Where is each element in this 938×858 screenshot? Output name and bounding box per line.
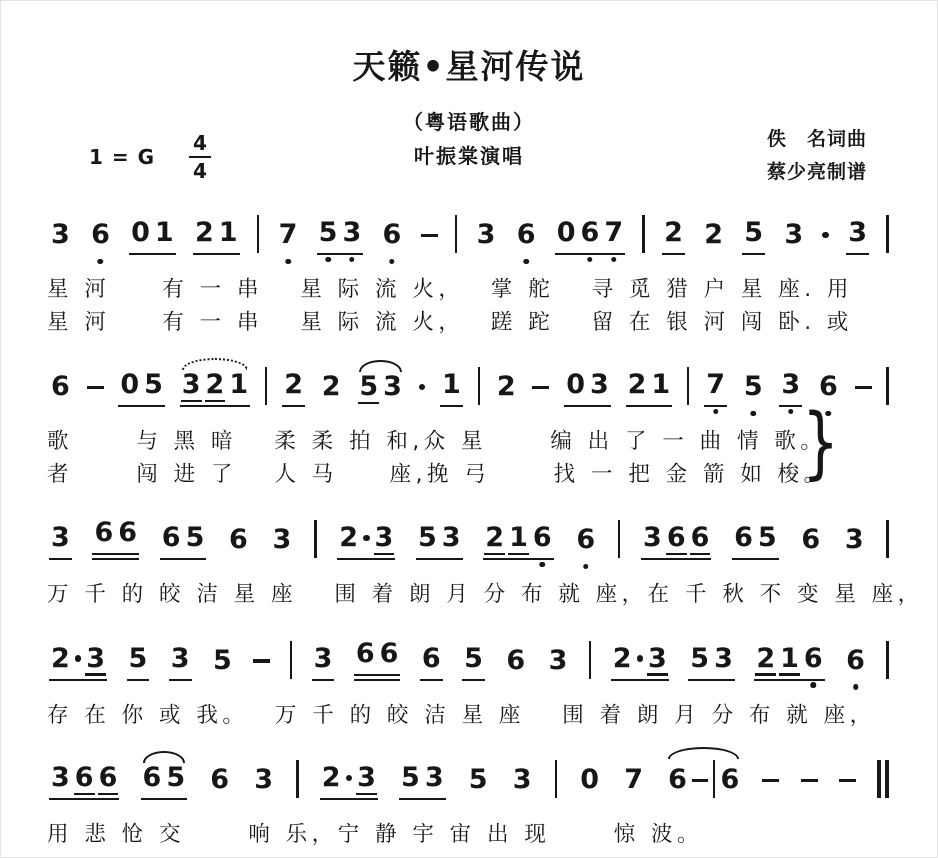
note: 0	[120, 369, 140, 401]
barline	[314, 520, 317, 558]
note: 6	[801, 524, 821, 556]
note: 3	[170, 642, 190, 674]
note-group	[129, 219, 176, 255]
barline	[642, 215, 645, 253]
note: 5	[468, 764, 488, 796]
octave-dot	[325, 257, 331, 263]
note: 2	[485, 522, 505, 554]
note-group	[742, 373, 765, 407]
note-group	[495, 373, 518, 407]
note: 7	[624, 764, 643, 796]
note-group	[702, 221, 725, 255]
note: 5	[213, 644, 232, 676]
note: 6	[383, 221, 402, 248]
note: 6	[142, 762, 162, 794]
note-group	[688, 642, 735, 681]
duration-dash	[801, 779, 818, 783]
note: 6	[668, 764, 687, 796]
note: 5	[359, 371, 379, 403]
note-group	[271, 526, 294, 560]
note-group	[666, 760, 741, 800]
note: 1	[442, 369, 461, 401]
note: 5	[128, 642, 148, 674]
note: 1	[154, 217, 174, 248]
octave-dot	[285, 259, 291, 265]
note-underline	[755, 673, 776, 676]
note: 3	[342, 219, 361, 246]
octave-dot	[587, 257, 593, 263]
note-group	[89, 221, 112, 255]
slur-arc	[668, 747, 739, 759]
octave-dot	[750, 411, 756, 417]
time-signature	[189, 133, 211, 181]
note-group	[574, 526, 597, 560]
note: 3	[313, 642, 333, 674]
note: 6	[118, 517, 138, 549]
note: 6	[91, 221, 110, 248]
note: 6	[210, 764, 230, 796]
note: 3	[476, 219, 496, 250]
notation-line	[47, 351, 891, 425]
notation-line	[47, 503, 891, 578]
note-group	[127, 642, 150, 681]
notation-line	[47, 744, 891, 818]
duration-dash	[692, 779, 708, 783]
note: 3	[51, 522, 70, 554]
note: 3	[784, 219, 804, 250]
note-group	[354, 637, 401, 681]
note: 5	[757, 522, 777, 554]
octave-dot	[523, 259, 529, 265]
note: 5	[417, 522, 437, 554]
note: 3	[844, 524, 864, 556]
note: 6	[98, 762, 118, 794]
note-underline	[374, 553, 395, 556]
note: 3	[374, 522, 394, 554]
note-group	[843, 526, 866, 560]
note-group	[312, 642, 335, 681]
note: 6	[517, 221, 536, 248]
note: 7	[706, 371, 725, 398]
note-underline	[205, 400, 226, 403]
note: 6	[581, 219, 600, 246]
note-group	[317, 219, 364, 255]
note: 2	[51, 642, 70, 674]
barline	[886, 367, 889, 405]
note: 2	[496, 371, 516, 403]
note: 2	[284, 369, 303, 401]
duration-dash	[762, 779, 779, 783]
note: 0	[580, 764, 600, 796]
lyricist-composer-credit: 佚 名词曲	[766, 128, 867, 150]
music-system	[47, 503, 924, 611]
note: 1	[509, 522, 528, 554]
octave-dot	[853, 684, 859, 690]
note-group	[467, 766, 490, 800]
note: 3	[512, 764, 532, 796]
note-group	[320, 373, 343, 407]
note: 3	[781, 371, 800, 398]
note: 3	[51, 762, 70, 794]
note-group	[846, 219, 869, 255]
note-group	[564, 371, 611, 407]
augmentation-dot	[822, 232, 829, 239]
augmentation-dot	[637, 655, 644, 662]
note-group	[799, 526, 822, 560]
lyric-line: 者 闯 进 了 人 马 座,挽 弓 找 一 把 金 箭 如 梭。	[47, 461, 830, 487]
note-group	[742, 219, 765, 255]
final-barline-stroke	[877, 760, 881, 798]
barline	[886, 215, 889, 253]
barline	[290, 641, 293, 679]
note: 0	[566, 369, 586, 401]
note: 3	[548, 644, 568, 676]
note: 6	[576, 526, 595, 553]
note-group	[504, 644, 527, 681]
performer-line: 叶振棠演唱	[414, 144, 524, 168]
music-system	[47, 624, 891, 732]
note: 3	[441, 522, 461, 554]
note: 5	[744, 217, 764, 248]
note: 7	[604, 219, 623, 246]
note-group	[193, 219, 240, 255]
duration-dash	[839, 779, 856, 783]
note-group	[626, 371, 673, 407]
note-group	[420, 642, 443, 681]
note: 6	[666, 522, 686, 554]
note-group	[555, 219, 625, 255]
note: 3	[51, 219, 70, 250]
note-group	[754, 642, 824, 681]
note-underline	[690, 553, 711, 556]
note-group	[211, 644, 234, 681]
note: 6	[846, 647, 865, 674]
note: 6	[421, 642, 441, 674]
song-subtitle: （粤语歌曲）	[403, 110, 535, 134]
transcriber-credit: 蔡少亮制谱	[766, 161, 867, 184]
note-group	[49, 524, 72, 560]
note: 6	[51, 371, 70, 403]
note: 3	[714, 642, 733, 674]
note: 3	[86, 642, 106, 674]
note: 2	[194, 217, 214, 248]
note: 3	[648, 642, 667, 674]
duration-dash	[421, 234, 438, 238]
octave-dot	[540, 562, 546, 568]
note-group	[227, 526, 250, 560]
note: 2	[321, 371, 341, 403]
note: 2	[756, 642, 776, 674]
time-signature-numerator: 4	[189, 133, 211, 158]
note: 5	[401, 762, 420, 794]
key-time-block	[89, 133, 211, 181]
note: 6	[161, 522, 181, 554]
notation-line	[47, 199, 891, 273]
note: 5	[744, 373, 763, 400]
note: 6	[734, 522, 753, 554]
time-signature-denominator: 4	[193, 159, 207, 183]
note: 2	[664, 217, 683, 248]
note-group	[641, 524, 711, 560]
note-group	[511, 766, 534, 800]
barline	[886, 520, 889, 558]
barline	[478, 367, 481, 405]
note-underline	[666, 553, 687, 556]
music-system	[47, 744, 891, 851]
note: 1	[218, 217, 238, 248]
note-group	[483, 524, 553, 560]
note: 6	[804, 645, 823, 672]
note-group	[49, 373, 72, 407]
note: 5	[319, 219, 338, 246]
octave-dot	[713, 409, 719, 415]
note-group	[578, 766, 601, 800]
octave-dot	[611, 257, 617, 263]
note-group	[782, 221, 805, 255]
barline	[886, 641, 889, 679]
note: 6	[229, 524, 248, 556]
note-group	[844, 644, 867, 681]
note-underline	[74, 793, 95, 796]
note-group	[180, 371, 250, 407]
note-group	[475, 221, 498, 255]
note-group	[320, 764, 378, 800]
note: 3	[181, 369, 201, 401]
note-group	[208, 766, 231, 800]
note-group	[277, 221, 300, 255]
barline	[257, 215, 260, 253]
augmentation-dot	[419, 384, 426, 391]
note: 1	[651, 369, 671, 401]
note-group	[49, 221, 72, 255]
lyric-line: 存 在 你 或 我。 万 千 的 皎 洁 星 座 围 着 朗 月 分 布 就 座，	[47, 702, 876, 728]
music-system	[47, 351, 891, 490]
note: 3	[254, 764, 273, 796]
final-barline-stroke	[885, 760, 889, 798]
note-group	[49, 764, 119, 800]
note: 3	[357, 762, 376, 794]
note-underline	[356, 793, 377, 796]
note: 6	[690, 522, 710, 554]
augmentation-dot	[346, 775, 353, 782]
note-group	[337, 524, 395, 560]
octave-dot	[98, 259, 104, 265]
octave-dot	[583, 564, 589, 570]
barline	[555, 760, 558, 798]
lyric-line: 星 河 有 一 串 星 际 流 火， 掌 舵 寻 觅 猎 户 星 座. 用	[47, 277, 853, 302]
lyric-line: 歌 与 黑 暗 柔 柔 拍 和,众 星 编 出 了 一 曲 情 歌。	[47, 429, 827, 455]
final-barline	[877, 760, 889, 798]
note-underline	[508, 553, 529, 556]
octave-dot	[788, 409, 794, 415]
score	[47, 199, 924, 851]
note: 0	[556, 217, 576, 248]
note-group	[160, 524, 207, 560]
lyric-line: 星 河 有 一 串 星 际 流 火， 蹉 跎 留 在 银 河 闯 卧. 或	[47, 309, 853, 335]
augmentation-dot	[75, 655, 82, 662]
note: 5	[464, 642, 483, 674]
lyric-line: 万 千 的 皎 洁 星 座 围 着 朗 月 分 布 就 座，在 千 秋 不 变 星 座，	[47, 582, 924, 608]
credits-block	[767, 123, 867, 190]
repeat-brace: }	[802, 396, 839, 488]
note: 1	[780, 642, 799, 674]
note: 6	[819, 373, 838, 400]
note: 5	[166, 762, 186, 794]
duration-dash	[87, 386, 104, 390]
barline	[296, 760, 299, 798]
note: 3	[272, 524, 292, 556]
note: 3	[643, 522, 662, 554]
note-underline	[181, 400, 202, 403]
note-group	[118, 371, 165, 407]
note: 5	[690, 642, 710, 674]
note-underline	[98, 793, 119, 796]
note: 2	[627, 369, 647, 401]
music-system	[47, 199, 891, 338]
note-underline	[779, 673, 800, 676]
duration-dash	[532, 386, 549, 390]
note-underline	[647, 673, 668, 676]
note: 0	[131, 217, 150, 248]
note-underline	[85, 673, 106, 676]
song-title: 天籁•星河传说	[352, 47, 586, 86]
barline	[589, 641, 592, 679]
note-group	[779, 371, 802, 407]
note: 2	[205, 369, 225, 401]
note: 7	[279, 221, 298, 248]
note-group	[381, 221, 404, 255]
note: 6	[720, 764, 740, 796]
note-underline	[484, 553, 505, 556]
note-group	[416, 524, 463, 560]
barline	[618, 520, 621, 558]
note: 6	[94, 517, 114, 549]
note: 3	[590, 369, 609, 401]
note: 2	[339, 522, 358, 554]
note-group	[547, 644, 570, 681]
note: 6	[379, 637, 399, 669]
lyric-line: 用 悲 怆 交 响 乐，宁 静 宇 宙 出 现 惊 波。	[47, 822, 704, 848]
note-group	[282, 371, 305, 407]
duration-dash	[253, 659, 270, 663]
note-group	[622, 766, 645, 800]
note-group	[357, 373, 404, 407]
note-group	[732, 524, 779, 560]
duration-dash	[855, 386, 872, 390]
note-group	[399, 764, 446, 800]
barline	[687, 367, 690, 405]
note: 3	[848, 217, 867, 248]
note-group	[252, 766, 275, 800]
note-group	[169, 642, 192, 681]
note-group	[704, 371, 727, 407]
note-group	[92, 519, 139, 560]
note-group	[141, 764, 188, 800]
octave-dot	[811, 682, 817, 688]
note: 5	[185, 522, 205, 554]
note: 2	[704, 219, 724, 250]
notation-line	[47, 624, 891, 699]
note: 3	[383, 371, 402, 403]
note-group	[515, 221, 538, 255]
note: 1	[229, 369, 249, 401]
note-group	[462, 642, 485, 681]
note-group	[49, 642, 107, 681]
note: 2	[321, 762, 341, 794]
octave-dot	[349, 257, 355, 263]
barline	[265, 367, 268, 405]
note-group	[611, 642, 669, 681]
note-group	[440, 371, 463, 407]
note: 2	[612, 642, 632, 674]
note: 3	[424, 762, 444, 794]
augmentation-dot	[363, 535, 370, 542]
barline	[455, 215, 458, 253]
note: 6	[506, 644, 526, 676]
octave-dot	[389, 259, 395, 265]
barline	[713, 760, 716, 798]
note-underline	[358, 402, 379, 405]
note: 6	[533, 524, 552, 551]
note: 6	[74, 762, 94, 794]
key-signature: 1 = G	[89, 145, 156, 169]
note: 6	[355, 637, 375, 669]
note-group	[662, 219, 685, 255]
note: 5	[144, 369, 163, 401]
